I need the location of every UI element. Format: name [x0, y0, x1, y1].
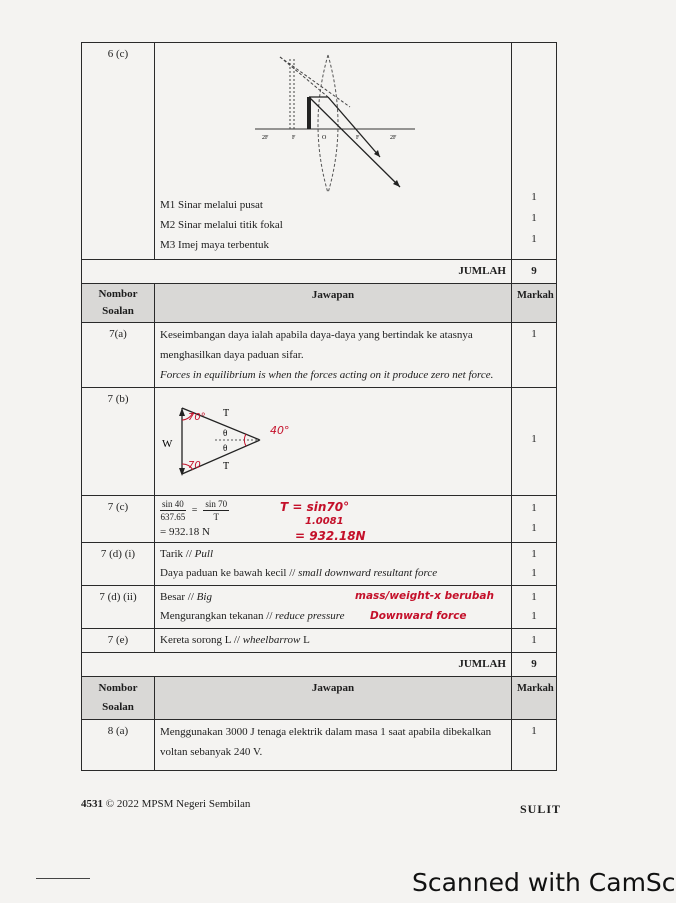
sulit-label: SULIT	[520, 802, 562, 816]
mark: 1	[531, 212, 537, 224]
question-number: 8 (a)	[107, 725, 129, 737]
mark: 1	[531, 591, 537, 603]
jumlah-value: 9	[531, 265, 537, 277]
force-triangle-diagram	[160, 402, 330, 482]
hand-note-1: mass/weight-x berubah	[355, 590, 494, 602]
hand-result: = 932.18N	[295, 529, 366, 543]
answer-line-1: Tarik // Pull	[160, 548, 214, 560]
label-w: W	[162, 438, 173, 450]
q6c-marks	[512, 187, 556, 250]
mark: 1	[531, 433, 537, 445]
point-m1: M1 Sinar melalui pusat	[160, 199, 263, 211]
row-7b	[82, 388, 557, 496]
question-number: 7 (c)	[107, 501, 129, 513]
label-theta-bottom: θ	[223, 443, 228, 453]
hand-denom: 1.0081	[305, 516, 344, 527]
hand-angle-right: 40°	[270, 424, 290, 437]
question-number: 6 (c)	[107, 48, 129, 60]
jumlah-label: JUMLAH	[458, 658, 506, 670]
lens-ray-diagram	[250, 47, 430, 197]
header-jawapan: Jawapan	[311, 682, 355, 694]
marking-scheme-table	[81, 42, 557, 771]
hand-angle-bottom: 70	[188, 460, 201, 471]
copyright: © 2022 MPSM Negeri Sembilan	[105, 798, 251, 810]
divider	[36, 878, 90, 879]
sine-rule: $\frac{\sin 40}{637.65}$ = $\frac{\sin 70}{T}$	[160, 499, 228, 522]
mark: 1	[531, 328, 537, 340]
row-7a	[82, 323, 557, 388]
label-f-right: F	[356, 135, 360, 141]
header-nombor: Nombor Soalan	[98, 288, 138, 317]
fraction-1: $\frac{\sin 40}{637.65}$	[160, 499, 186, 522]
mark: 1	[531, 725, 537, 737]
mark: 1	[531, 634, 537, 646]
mark: 1	[531, 502, 537, 514]
question-number: 7 (d) (i)	[100, 548, 136, 560]
mark: 1	[531, 567, 537, 579]
header-row	[82, 284, 557, 323]
row-7e: 7 (e) Kereta sorong L // wheelbarrow L 1	[82, 629, 557, 653]
answer-en: Forces in equilibrium is when the forces acting on it produce zero net force.	[160, 369, 494, 381]
question-number: 7 (b)	[107, 393, 129, 405]
paper-code: 4531	[81, 798, 103, 810]
row-7dii	[82, 586, 557, 629]
label-theta-top: θ	[223, 428, 228, 438]
row-7c	[82, 496, 557, 543]
label-f-left: F	[292, 135, 296, 141]
mark: 1	[531, 548, 537, 560]
mark: 1	[531, 191, 537, 203]
answer-text: Menggunakan 3000 J tenaga elektrik dalam masa 1 saat apabila dibekalkan voltan sebanyak 240 V.	[160, 726, 492, 758]
question-number: 7(a)	[109, 328, 127, 340]
jumlah-value: 9	[531, 658, 537, 670]
header-markah: Markah	[517, 290, 554, 301]
answer-ms: Keseimbangan daya ialah apabila daya-daya yang bertindak ke atasnya menghasilkan daya paduan sifar.	[160, 329, 473, 361]
row-7di	[82, 543, 557, 586]
footer-left	[81, 798, 250, 810]
row-8a	[82, 720, 557, 771]
point-m3: M3 Imej maya terbentuk	[160, 239, 270, 251]
answer-line-2: Mengurangkan tekanan // reduce pressure	[160, 610, 345, 622]
label-o: O	[322, 135, 327, 141]
hand-t-eq: T = sin70°	[280, 500, 350, 514]
jumlah-row	[82, 260, 557, 284]
result: = 932.18 N	[160, 526, 210, 538]
header-markah: Markah	[517, 683, 554, 694]
question-number: 7 (d) (ii)	[99, 591, 137, 603]
fraction-2: $\frac{\sin 70}{T}$	[205, 499, 228, 522]
label-2f-left: 2F	[262, 135, 269, 141]
answer-line-2: Daya paduan ke bawah kecil // small downward resultant force	[160, 567, 438, 579]
mark: 1	[531, 522, 537, 534]
header-jawapan: Jawapan	[311, 289, 355, 301]
q6c-points	[160, 195, 283, 255]
row-6c	[82, 43, 557, 260]
label-t-bottom: T	[223, 461, 230, 472]
question-number: 7 (e)	[107, 634, 129, 646]
point-m2: M2 Sinar melalui titik fokal	[160, 219, 283, 231]
jumlah-row	[82, 653, 557, 677]
scanner-watermark: Scanned with CamSc	[412, 868, 676, 897]
hand-note-2: Downward force	[370, 610, 467, 622]
mark: 1	[531, 610, 537, 622]
label-2f-right: 2F	[390, 135, 397, 141]
header-row	[82, 677, 557, 720]
label-t-top: T	[223, 408, 230, 419]
answer-line-1: Besar // Big	[160, 591, 212, 603]
mark: 1	[531, 233, 537, 245]
header-nombor: Nombor Soalan	[98, 682, 138, 713]
jumlah-label: JUMLAH	[458, 265, 506, 277]
hand-angle-top: 70°	[188, 412, 206, 423]
